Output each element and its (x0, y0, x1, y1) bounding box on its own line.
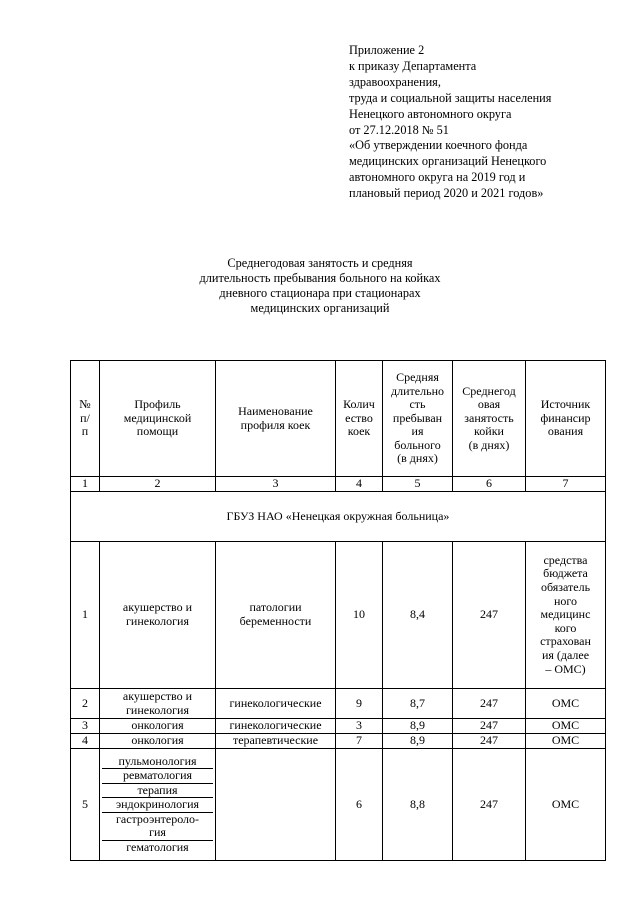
appendix-line: плановый период 2020 и 2021 годов» (349, 186, 544, 201)
row-profile: акушерство и гинекология (100, 689, 216, 719)
header-source: Источник финансир ования (526, 361, 606, 477)
row-count: 3 (336, 719, 383, 734)
appendix-line: медицинских организаций Ненецкого (349, 154, 547, 169)
row-source: ОМС (526, 719, 606, 734)
appendix-line: Приложение 2 (349, 43, 425, 57)
row-count: 7 (336, 734, 383, 749)
appendix-line: «Об утверждении коечного фонда (349, 138, 528, 153)
column-number: 6 (453, 477, 526, 492)
appendix-block (349, 43, 619, 202)
profile-subitem: эндокринология (102, 798, 213, 812)
section-title: ГБУЗ НАО «Ненецкая окружная больница» (71, 492, 606, 542)
appendix-line: Ненецкого автономного округа (349, 106, 512, 121)
row-bed-profile: гинекологические (216, 719, 336, 734)
header-num: № п/ п (71, 361, 100, 477)
table-row (71, 719, 606, 734)
row-bed-profile (216, 749, 336, 861)
table-header-row (71, 361, 606, 477)
row-duration: 8,4 (383, 542, 453, 689)
row-profile: онкология (100, 719, 216, 734)
appendix-line: труда и социальной защиты населения (349, 90, 552, 105)
row-occupancy: 247 (453, 719, 526, 734)
header-count: Колич ество коек (336, 361, 383, 477)
row-count: 10 (336, 542, 383, 689)
column-number: 7 (526, 477, 606, 492)
row-bed-profile: гинекологические (216, 689, 336, 719)
profile-subitem: ревматология (102, 769, 213, 783)
column-number: 4 (336, 477, 383, 492)
row-occupancy: 247 (453, 542, 526, 689)
bed-occupancy-table (70, 360, 606, 861)
table-row (71, 734, 606, 749)
header-profile: Профиль медицинской помощи (100, 361, 216, 477)
row-bed-profile: терапевтические (216, 734, 336, 749)
row-count: 9 (336, 689, 383, 719)
title-line: длительность пребывания больного на койках (199, 270, 441, 285)
row-source: средства бюджета обязатель ного медицинс кого страхован ия (далее – ОМС) (526, 542, 606, 689)
profile-subitem: терапия (102, 783, 213, 797)
title-line: Среднегодовая занятость и средняя (227, 256, 413, 270)
section-row (71, 492, 606, 542)
document-title (130, 256, 510, 316)
header-occupancy: Среднегод овая занятость койки (в днях) (453, 361, 526, 477)
column-number-row (71, 477, 606, 492)
row-duration: 8,7 (383, 689, 453, 719)
column-number: 2 (100, 477, 216, 492)
table-row (71, 542, 606, 689)
row-num: 1 (71, 542, 100, 689)
row-source: ОМС (526, 689, 606, 719)
row-profile: онкология (100, 734, 216, 749)
appendix-line: от 27.12.2018 № 51 (349, 122, 449, 137)
row-duration: 8,9 (383, 734, 453, 749)
appendix-line: к приказу Департамента (349, 58, 477, 73)
profile-sublist (102, 755, 213, 854)
profile-subitem: гематология (126, 840, 189, 854)
row-occupancy: 247 (453, 749, 526, 861)
header-bed-profile: Наименование профиля коек (216, 361, 336, 477)
row-occupancy: 247 (453, 734, 526, 749)
column-number: 3 (216, 477, 336, 492)
appendix-line: здравоохранения, (349, 74, 441, 89)
row-source: ОМС (526, 749, 606, 861)
profile-subitem: пульмонология (102, 755, 213, 769)
row-occupancy: 247 (453, 689, 526, 719)
title-line: дневного стационара при стационарах (219, 285, 421, 300)
row-num: 5 (71, 749, 100, 861)
row-num: 2 (71, 689, 100, 719)
row-duration: 8,9 (383, 719, 453, 734)
row-duration: 8,8 (383, 749, 453, 861)
row-num: 4 (71, 734, 100, 749)
row-profile (100, 749, 216, 861)
header-duration: Средняя длительно сть пребыван ия больного (в днях) (383, 361, 453, 477)
appendix-line: автономного округа на 2019 год и (349, 170, 526, 185)
row-source: ОМС (526, 734, 606, 749)
table-row (71, 689, 606, 719)
title-line: медицинских организаций (250, 300, 390, 315)
table-row (71, 749, 606, 861)
row-bed-profile: патологии беременности (216, 542, 336, 689)
row-count: 6 (336, 749, 383, 861)
column-number: 5 (383, 477, 453, 492)
row-profile: акушерство и гинекология (100, 542, 216, 689)
profile-subitem: гастроэнтероло- гия (102, 812, 213, 840)
row-num: 3 (71, 719, 100, 734)
column-number: 1 (71, 477, 100, 492)
